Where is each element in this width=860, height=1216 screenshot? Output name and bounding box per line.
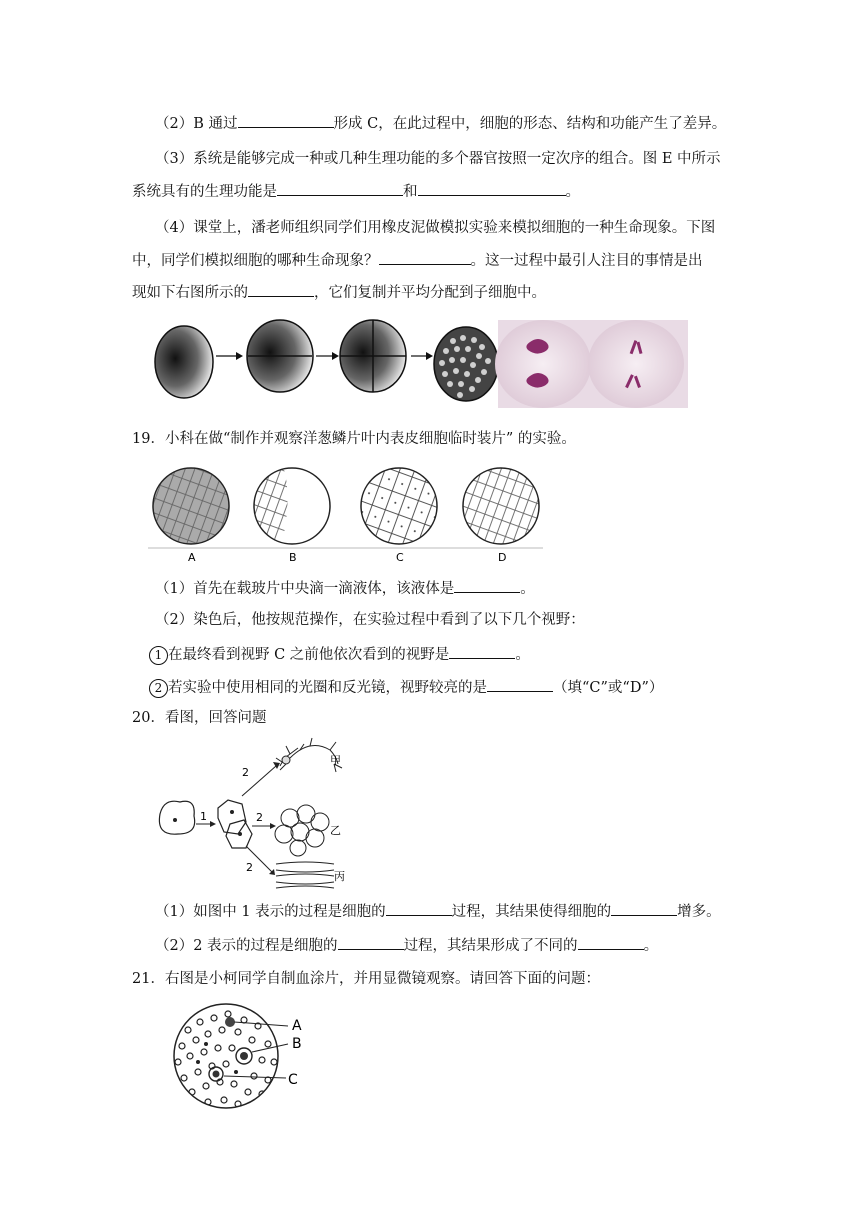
q18-part3-text-a: 系统具有的生理功能是 [132, 184, 277, 200]
arrow-label-1: 1 [200, 810, 207, 823]
answer-blank[interactable] [578, 934, 644, 950]
chromosome-photo [495, 320, 688, 408]
tissue-label-jia: 甲 [330, 754, 341, 767]
q19-sub1-text-a: 在最终看到视野 C 之前他依次看到的视野是 [168, 647, 450, 663]
q18-part4-text-a: 中，同学们模拟细胞的哪种生命现象？ [132, 253, 379, 269]
q19-sub1 [149, 643, 530, 665]
two-cell-stage [247, 320, 313, 392]
answer-blank[interactable] [454, 577, 520, 593]
tissue-label-bing: 丙 [334, 870, 345, 883]
smear-label-a: A [292, 1018, 302, 1034]
arrow-icon [426, 352, 433, 360]
cell-division-figure [148, 316, 693, 410]
smear-label-c: C [288, 1072, 298, 1088]
q20-part1-text-a: （1）如图中 1 表示的过程是细胞的 [155, 904, 386, 920]
q19-title: 19．小科在做“制作并观察洋葱鳞片叶内表皮细胞临时装片” 的实验。 [132, 431, 576, 447]
blood-smear-figure [168, 1000, 318, 1110]
q19-part2: （2）染色后，他按规范操作，在实验过程中看到了以下几个视野： [155, 612, 585, 628]
answer-blank[interactable] [248, 281, 314, 297]
four-cell-stage [340, 320, 406, 392]
q20-part2-text-b: 过程，其结果形成了不同的 [403, 938, 578, 954]
q20-title: 20．看图，回答问题 [132, 710, 267, 726]
q20-part2-text-c: 。 [643, 938, 659, 954]
arrow-label-2: 2 [256, 811, 263, 824]
view-b [254, 468, 330, 544]
q21-title: 21．右图是小柯同学自制血涂片，并用显微镜观察。请回答下面的问题： [132, 971, 600, 987]
q18-part4-line3 [132, 281, 546, 303]
q18-part2 [155, 112, 726, 134]
q18-part4-line2 [132, 249, 703, 271]
answer-blank[interactable] [338, 934, 404, 950]
q20-part2-text-a: （2）2 表示的过程是细胞的 [155, 938, 338, 954]
view-label-b: B [289, 551, 297, 564]
divided-cells [218, 800, 252, 848]
answer-blank[interactable] [238, 112, 334, 128]
answer-blank[interactable] [487, 676, 553, 692]
answer-blank[interactable] [277, 180, 403, 196]
q19-sub2-text-a: 若实验中使用相同的光圈和反光镜，视野较亮的是 [168, 680, 487, 696]
answer-blank[interactable] [386, 900, 452, 916]
view-c [348, 466, 448, 548]
arrow-icon [270, 823, 276, 829]
arrow-label-2: 2 [246, 861, 253, 874]
q18-part3-line2 [132, 180, 580, 202]
arrow-icon [332, 352, 339, 360]
q18-part4-line1: （4）课堂上，潘老师组织同学们用橡皮泥做模拟实验来模拟细胞的一种生命现象。下图 [155, 220, 716, 236]
many-cell-stage [434, 327, 498, 401]
q18-part4-text-b: ，它们复制并平均分配到子细胞中。 [314, 285, 546, 301]
view-a [148, 466, 238, 548]
q18-part2-text-a: （2）B 通过 [155, 116, 238, 132]
onion-cell-views-figure [148, 466, 543, 566]
q20-part2 [155, 934, 658, 956]
muscle-tissue [276, 862, 334, 888]
cell-differentiation-figure [150, 736, 365, 894]
original-cell [159, 801, 194, 834]
answer-blank[interactable] [379, 249, 471, 265]
q19-part1 [155, 577, 535, 599]
q19-part1-text-a: （1）首先在载玻片中央滴一滴液体，该液体是 [155, 581, 455, 597]
arrow-icon [210, 821, 216, 827]
view-label-d: D [498, 551, 507, 564]
epithelial-tissue [275, 805, 329, 856]
circled-number: 1 [149, 646, 168, 665]
view-d [448, 466, 543, 548]
answer-blank[interactable] [611, 900, 677, 916]
answer-blank[interactable] [449, 643, 515, 659]
arrow-label-2: 2 [242, 766, 249, 779]
view-label-c: C [396, 551, 404, 564]
blood-cells [175, 1011, 277, 1107]
q20-part1-text-b: 过程，其结果使得细胞的 [451, 904, 612, 920]
q20-part1-text-c: 增多。 [677, 904, 721, 920]
answer-blank[interactable] [418, 180, 566, 196]
q18-part2-text-b: 形成 C，在此过程中，细胞的形态、结构和功能产生了差异。 [333, 116, 727, 132]
smear-label-b: B [292, 1036, 302, 1052]
arrow-icon [236, 352, 243, 360]
pointer-line [224, 1076, 286, 1078]
q18-part4-text-b: 。这一过程中最引人注目的事情是出 [470, 253, 703, 269]
q18-part3-text-b: 和 [403, 184, 418, 200]
tissue-label-yi: 乙 [330, 824, 341, 837]
q18-part3-line1: （3）系统是能够完成一种或几种生理功能的多个器官按照一定次序的组合。图 E 中所示 [155, 151, 721, 167]
one-cell-stage [155, 326, 213, 398]
q19-sub1-text-b: 。 [515, 647, 530, 663]
q20-part1 [155, 900, 721, 922]
q19-sub2-text-b: （填“C”或“D”） [553, 680, 664, 696]
view-label-a: A [188, 551, 196, 564]
q18-part4-text-a: 现如下右图所示的 [132, 285, 248, 301]
q18-part3-text-c: 。 [565, 184, 580, 200]
q19-sub2 [149, 676, 663, 698]
circled-number: 2 [149, 679, 168, 698]
pointer-line [252, 1044, 288, 1052]
q19-part1-text-b: 。 [520, 581, 535, 597]
